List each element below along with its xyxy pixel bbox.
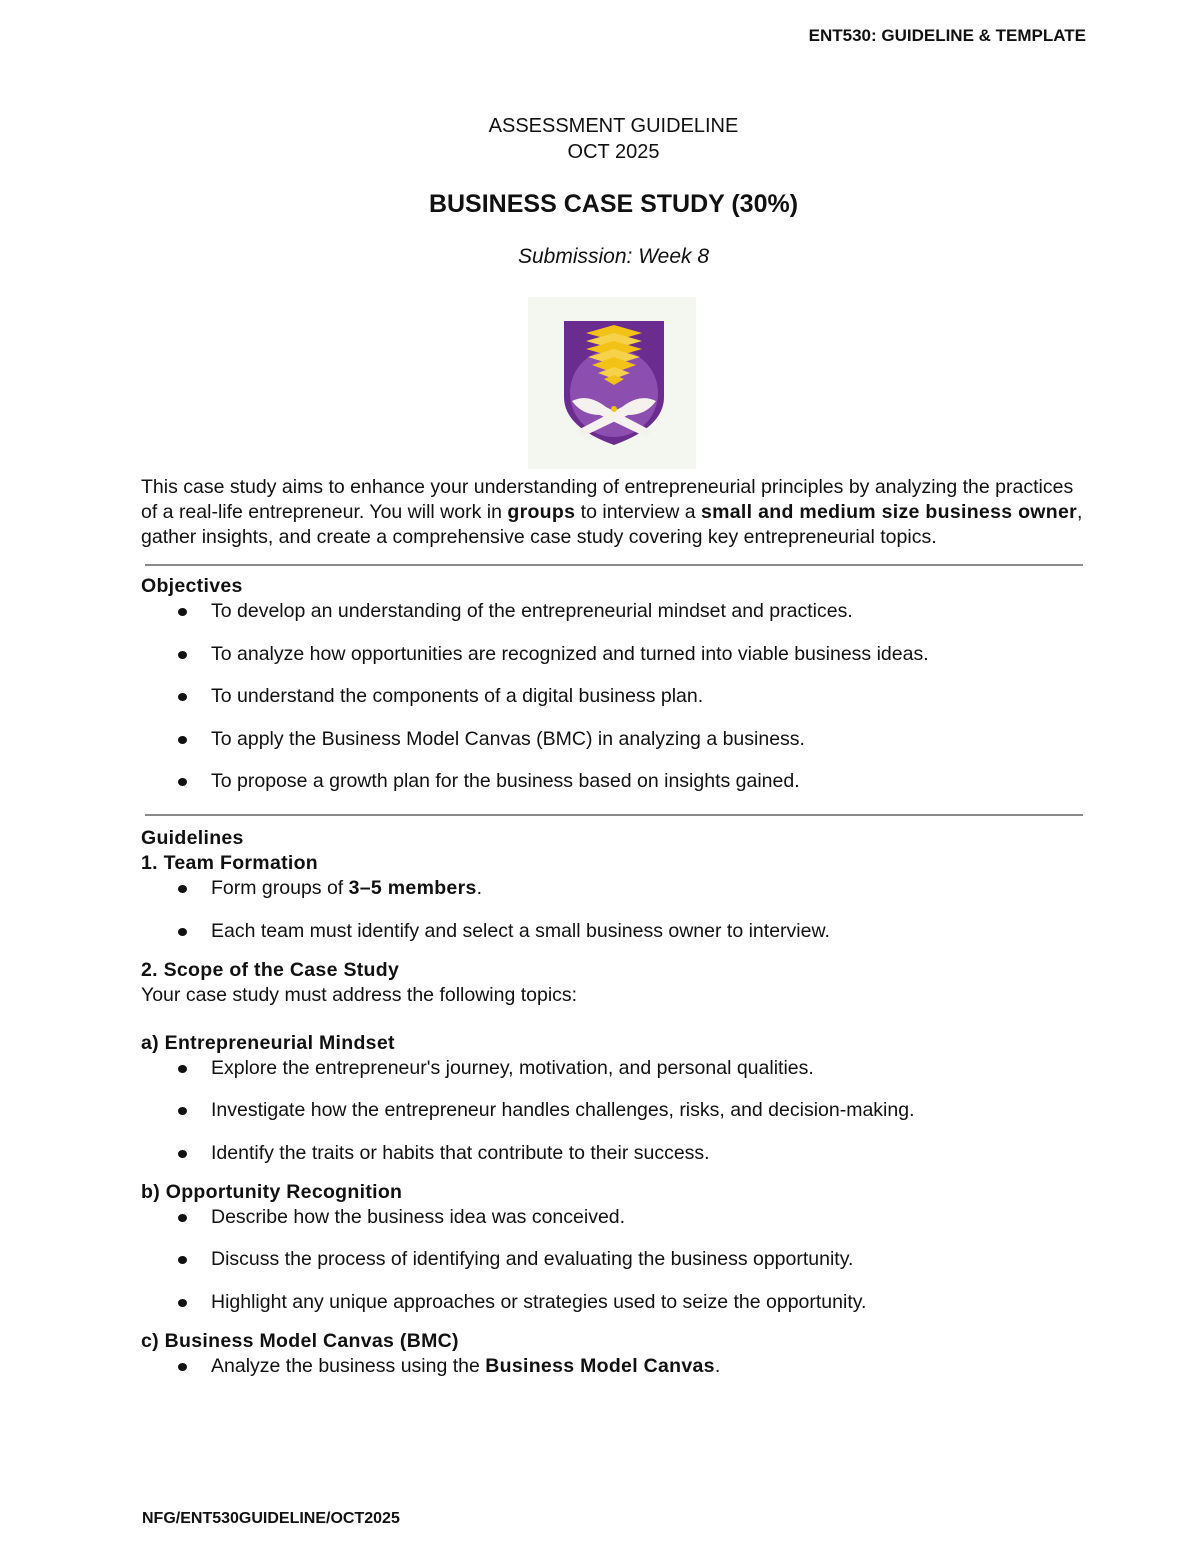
bullet-icon — [178, 1363, 187, 1371]
page-header: ENT530: GUIDELINE & TEMPLATE — [808, 26, 1086, 45]
submission-note: Submission: Week 8 — [517, 245, 710, 268]
list-item: To develop an understanding of the entrepreneurial mindset and practices. — [141, 599, 1091, 624]
bullet-icon — [178, 885, 187, 893]
bmc-list — [141, 1354, 1091, 1379]
bullet-icon — [178, 736, 187, 744]
page-footer: NFG/ENT530GUIDELINE/OCT2025 — [142, 1510, 400, 1527]
team-formation-heading: 1. Team Formation — [141, 852, 319, 874]
section-divider — [145, 814, 1083, 816]
doc-title-line2: OCT 2025 — [567, 141, 660, 163]
doc-title-line1: ASSESSMENT GUIDELINE — [488, 115, 739, 137]
bullet-icon — [178, 651, 187, 659]
bullet-icon — [178, 1299, 187, 1307]
bullet-icon — [178, 1107, 187, 1115]
mindset-heading: a) Entrepreneurial Mindset — [141, 1031, 395, 1054]
bullet-icon — [178, 608, 187, 616]
list-item: Each team must identify and select a small business owner to interview. — [141, 919, 1091, 944]
intro-bold-groups: groups — [507, 501, 576, 523]
university-logo — [528, 297, 696, 469]
doc-main-title: BUSINESS CASE STUDY (30%) — [428, 190, 799, 218]
bullet-icon — [178, 1256, 187, 1264]
university-crest-icon — [528, 297, 696, 469]
team-formation-list — [141, 876, 1091, 944]
list-item: Explore the entrepreneur's journey, motivation, and personal qualities. — [141, 1056, 1091, 1081]
mindset-list — [141, 1056, 1091, 1166]
document-body — [141, 475, 1091, 1379]
intro-bold-owner: small and medium size business owner — [701, 501, 1077, 523]
bullet-icon — [178, 778, 187, 786]
list-item: Discuss the process of identifying and evaluating the business opportunity. — [141, 1247, 1091, 1272]
scope-intro: Your case study must address the following topics: — [141, 983, 578, 1006]
list-item: Highlight any unique approaches or strategies used to seize the opportunity. — [141, 1290, 1091, 1315]
bullet-icon — [178, 1150, 187, 1158]
intro-text-1: This case study aims to enhance your understanding of entrepreneurial principles by analyzing the practices of a real-life entrepreneur. You will work in — [141, 476, 1074, 523]
section-divider — [145, 564, 1083, 566]
list-item: Investigate how the entrepreneur handles challenges, risks, and decision-making. — [141, 1098, 1091, 1123]
bullet-icon — [178, 1065, 187, 1073]
intro-text-3: , gather insights, and create a comprehensive case study covering key entrepreneurial topics. — [141, 501, 1083, 548]
objectives-heading: Objectives — [141, 575, 243, 597]
list-item: To understand the components of a digital business plan. — [141, 684, 1091, 709]
bmc-heading: c) Business Model Canvas (BMC) — [141, 1329, 459, 1352]
opportunity-heading: b) Opportunity Recognition — [141, 1180, 403, 1203]
guidelines-heading: Guidelines — [141, 827, 244, 849]
list-item: To analyze how opportunities are recognized and turned into viable business ideas. — [141, 642, 1091, 667]
list-item: Identify the traits or habits that contribute to their success. — [141, 1141, 1091, 1166]
bullet-icon — [178, 1214, 187, 1222]
scope-heading: 2. Scope of the Case Study — [141, 958, 400, 981]
list-item: To apply the Business Model Canvas (BMC) in analyzing a business. — [141, 727, 1091, 752]
list-item: Describe how the business idea was conceived. — [141, 1205, 1091, 1230]
opportunity-list — [141, 1205, 1091, 1315]
list-item: To propose a growth plan for the business based on insights gained. — [141, 769, 1091, 794]
objectives-list — [141, 599, 1091, 794]
list-item: Form groups of 3–5 members. — [141, 876, 1091, 901]
bullet-icon — [178, 928, 187, 936]
bullet-icon — [178, 693, 187, 701]
list-item: Analyze the business using the Business Model Canvas. — [141, 1354, 1091, 1379]
intro-text-2: to interview a — [575, 501, 701, 523]
intro-paragraph — [141, 475, 1091, 550]
